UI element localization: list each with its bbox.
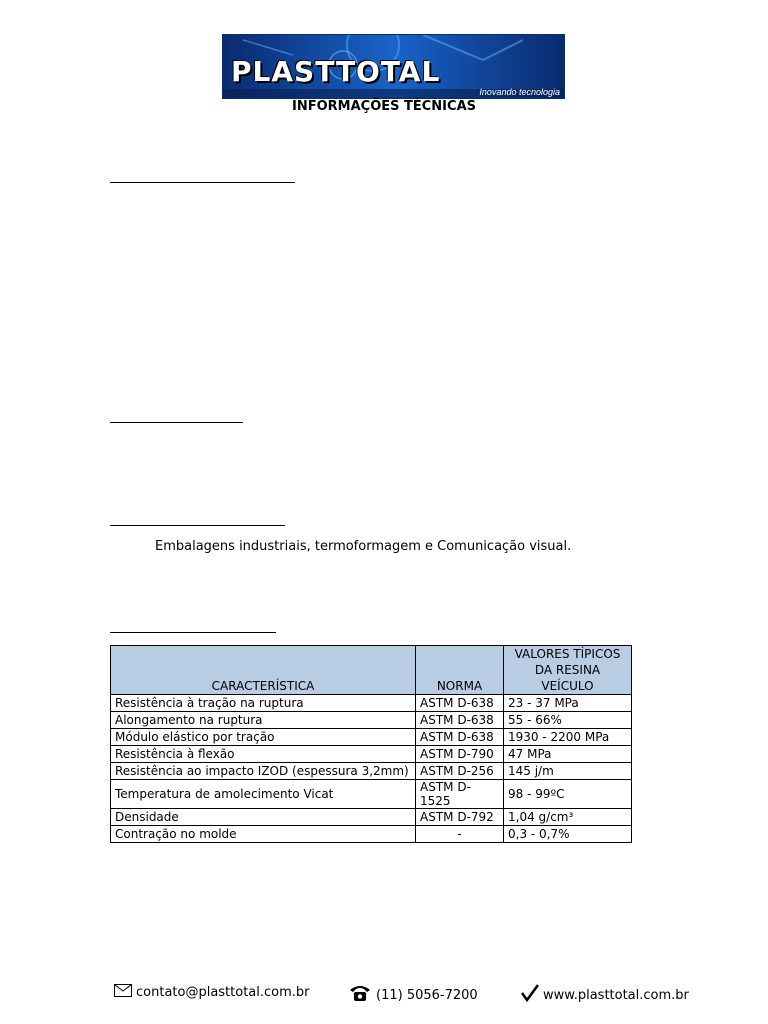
cell-value: 145 j/m <box>504 763 632 780</box>
logo-tagline: Inovando tecnologia <box>479 87 560 97</box>
cell-value: 1,04 g/cm³ <box>504 809 632 826</box>
cell-standard: ASTM D-256 <box>416 763 504 780</box>
cell-standard: ASTM D-792 <box>416 809 504 826</box>
table-row <box>111 695 632 712</box>
company-logo <box>222 34 565 99</box>
cell-standard: - <box>416 826 504 843</box>
cell-standard: ASTM D-638 <box>416 729 504 746</box>
checkmark-icon <box>521 984 539 1006</box>
cell-characteristic: Temperatura de amolecimento Vicat <box>111 780 416 809</box>
envelope-icon <box>114 984 132 1001</box>
cell-value: 55 - 66% <box>504 712 632 729</box>
table-row <box>111 746 632 763</box>
footer-website[interactable] <box>521 984 689 1006</box>
header-standard: NORMA <box>416 646 504 695</box>
header-characteristic: CARACTERÍSTICA <box>111 646 416 695</box>
cell-value: 1930 - 2200 MPa <box>504 729 632 746</box>
footer-email-text[interactable]: contato@plasttotal.com.br <box>136 985 310 1000</box>
section-rule-2 <box>110 422 243 423</box>
section-rule-1 <box>110 182 295 183</box>
cell-standard: ASTM D-790 <box>416 746 504 763</box>
document-title: INFORMAÇÕES TÉCNICAS <box>292 99 476 114</box>
technical-specs-table <box>110 645 632 843</box>
cell-characteristic: Módulo elástico por tração <box>111 729 416 746</box>
table-row <box>111 809 632 826</box>
table-row <box>111 712 632 729</box>
table-header-row <box>111 646 632 695</box>
cell-characteristic: Densidade <box>111 809 416 826</box>
cell-characteristic: Alongamento na ruptura <box>111 712 416 729</box>
cell-value: 47 MPa <box>504 746 632 763</box>
section-rule-3 <box>110 525 285 526</box>
cell-characteristic: Contração no molde <box>111 826 416 843</box>
cell-characteristic: Resistência ao impacto IZOD (espessura 3,2mm) <box>111 763 416 780</box>
logo-wordmark: PLASTTOTAL <box>231 55 441 88</box>
cell-standard: ASTM D-638 <box>416 695 504 712</box>
header-typical-values: VALORES TÍPICOS DA RESINA VEÍCULO <box>504 646 632 695</box>
telephone-icon <box>348 984 372 1006</box>
footer-email[interactable] <box>114 984 310 1001</box>
cell-value: 98 - 99ºC <box>504 780 632 809</box>
footer-website-text[interactable]: www.plasttotal.com.br <box>543 987 689 1003</box>
cell-value: 23 - 37 MPa <box>504 695 632 712</box>
cell-standard: ASTM D-1525 <box>416 780 504 809</box>
table-row <box>111 826 632 843</box>
table-row <box>111 780 632 809</box>
cell-characteristic: Resistência à flexão <box>111 746 416 763</box>
cell-standard: ASTM D-638 <box>416 712 504 729</box>
table-row <box>111 763 632 780</box>
footer-phone-text: (11) 5056-7200 <box>376 987 478 1003</box>
table-row <box>111 729 632 746</box>
cell-characteristic: Resistência à tração na ruptura <box>111 695 416 712</box>
cell-value: 0,3 - 0,7% <box>504 826 632 843</box>
applications-text: Embalagens industriais, termoformagem e Comunicação visual. <box>155 539 572 554</box>
section-rule-4 <box>110 632 276 633</box>
footer-phone <box>348 984 478 1006</box>
